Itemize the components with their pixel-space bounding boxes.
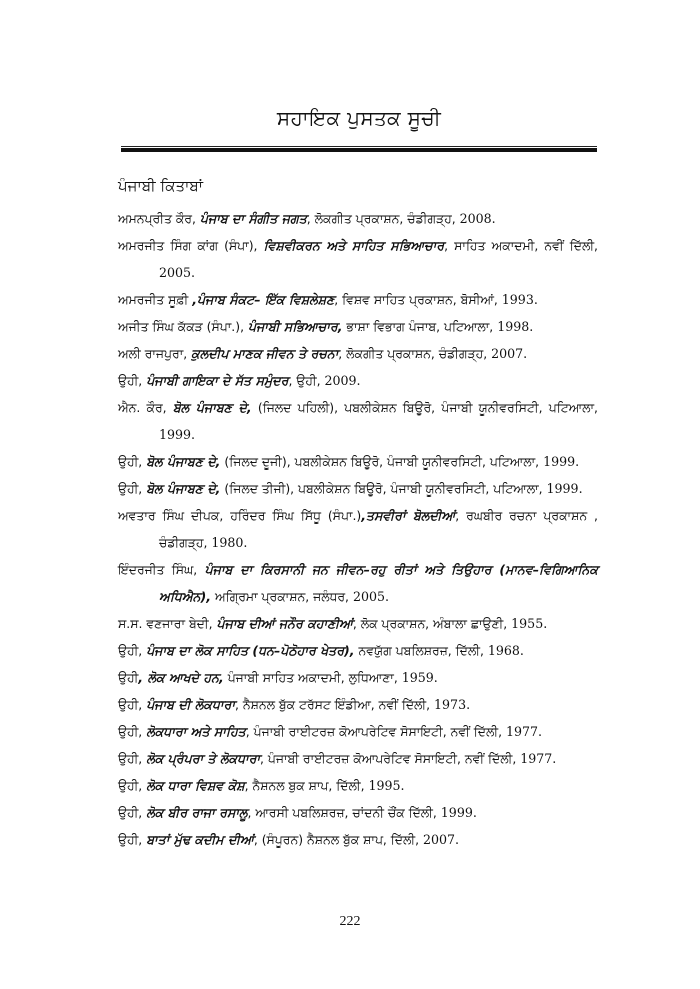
bibliography-entry [118, 772, 598, 799]
entry-year: 1995. [368, 778, 405, 793]
entry-title: ਪੰਜਾਬ ਦਾ ਕਿਰਸਾਨੀ ਜਨ ਜੀਵਨ–ਰਹੁ ਰੀਤਾਂ ਅਤੇ ਤਿਉਹਾਰ (ਮਾਨਵ–ਵਿਗਿਆਨਿਕ ਅਧਿਐਨ), [159, 562, 598, 604]
entry-year: 1993. [501, 292, 538, 307]
entry-year: 2007. [422, 832, 460, 847]
section-heading: ਪੰਜਾਬੀ ਕਿਤਾਬਾਂ [118, 177, 203, 195]
entry-author: ਉਹੀ, [118, 832, 147, 847]
bibliography-entry [118, 340, 598, 367]
entry-title: ਬੋਲ ਪੰਜਾਬਣ ਦੇ, [146, 454, 221, 469]
entry-title: ਲੋਕਧਾਰਾ ਅਤੇ ਸਾਹਿਤ [146, 724, 246, 739]
bibliography-entry [118, 205, 598, 232]
bibliography-entry [118, 313, 598, 340]
entry-title: ਬਾਤਾਂ ਮੁੱਢ ਕਦੀਮ ਦੀਆਂ [146, 832, 254, 847]
bibliography-entry [118, 394, 598, 448]
entry-author: ਅਮਨਪ੍ਰੀਤ ਕੌਰ, [118, 211, 200, 226]
entry-year: 1973. [434, 697, 471, 712]
entry-year: 2009. [324, 373, 361, 388]
entry-author: ਉਹੀ, [118, 805, 147, 820]
entry-publisher: , ਸਾਹਿਤ ਅਕਾਦਮੀ, ਨਵੀਂ ਦਿੱਲੀ, [444, 238, 598, 253]
entry-title: ਲੋਕ ਬੀਰ ਰਾਜਾ ਰਸਾਲੂ [146, 805, 248, 820]
entry-title: ,ਤਸਵੀਰਾਂ ਬੋਲਦੀਆਂ [361, 508, 456, 523]
entry-title: ਬੋਲ ਪੰਜਾਬਣ ਦੇ, [146, 481, 221, 496]
entry-author: ਉਹੀ, [118, 697, 147, 712]
entry-title: ,ਪੰਜਾਬ ਸੰਕਟ– ਇੱਕ ਵਿਸ਼ਲੇਸ਼ਣ [192, 292, 335, 307]
entry-year: 1999. [159, 427, 196, 442]
bibliography-entry [118, 610, 598, 637]
entry-year: 1999. [543, 454, 580, 469]
bibliography-entry [118, 745, 598, 772]
double-rule-divider [121, 145, 597, 153]
entry-publisher: , (ਸੰਪੂਰਨ) ਨੈਸ਼ਨਲ ਬੁੱਕ ਸ਼ਾਪ, ਦਿੱਲੀ, [253, 832, 423, 847]
entry-author: ਅਵਤਾਰ ਸਿੰਘ ਦੀਪਕ, ਹਰਿੰਦਰ ਸਿੰਘ ਸਿੱਧੂ (ਸੰਪਾ.) [118, 508, 362, 523]
entry-author: ਐਨ. ਕੌਰ, [118, 400, 173, 415]
entry-title: ਲੋਕ ਪ੍ਰੰਪਰਾ ਤੇ ਲੋਕਧਾਰਾ [146, 751, 261, 766]
entry-year: 2005. [352, 589, 389, 604]
entry-publisher: , ਆਰਸੀ ਪਬਲਿਸ਼ਰਜ਼, ਚਾਂਦਨੀ ਚੌਂਕ ਦਿੱਲੀ, [247, 805, 441, 820]
bibliography-list [118, 205, 598, 853]
entry-author: ਅਮਰਜੀਤ ਸੂਫ਼ੀ [118, 292, 193, 307]
bibliography-entry [118, 475, 598, 502]
bibliography-entry [118, 286, 598, 313]
entry-title: ਪੰਜਾਬੀ ਸਭਿਆਚਾਰ, [247, 319, 343, 334]
entry-publisher: (ਜਿਲਦ ਪਹਿਲੀ), ਪਬਲੀਕੇਸ਼ਨ ਬਿਊਰੋ, ਪੰਜਾਬੀ ਯੂਨੀਵਰਸਿਟੀ, ਪਟਿਆਲਾ, [251, 400, 598, 415]
entry-title: ਬੋਲ ਪੰਜਾਬਣ ਦੇ, [172, 400, 252, 415]
entry-author: ਉਹੀ, [118, 778, 147, 793]
entry-author: ਉਹੀ, [118, 454, 147, 469]
entry-title: ਪੰਜਾਬ ਦੀਆਂ ਜਨੌਰ ਕਹਾਣੀਆਂ [216, 616, 353, 631]
entry-title: ਲੋਕ ਧਾਰਾ ਵਿਸ਼ਵ ਕੋਸ਼ [146, 778, 245, 793]
bibliography-entry [118, 556, 598, 610]
bibliography-entry [118, 637, 598, 664]
entry-year: 1977. [520, 751, 557, 766]
entry-year: 1998. [497, 319, 534, 334]
bibliography-entry [118, 691, 598, 718]
entry-author: ਉਹੀ, [118, 724, 147, 739]
entry-title: ਪੰਜਾਬ ਦਾ ਲੋਕ ਸਾਹਿਤ (ਧਨ–ਪੋਠੋਹਾਰ ਖੇਤਰ), [146, 643, 355, 658]
bibliography-entry [118, 826, 598, 853]
entry-publisher: ਭਾਸ਼ਾ ਵਿਭਾਗ ਪੰਜਾਬ, ਪਟਿਆਲਾ, [342, 319, 498, 334]
entry-title: ਪੰਜਾਬ ਦੀ ਲੋਕਧਾਰਾ [146, 697, 235, 712]
bibliography-entry [118, 664, 598, 691]
entry-year: 1955. [511, 616, 548, 631]
entry-year: 1999. [440, 805, 477, 820]
entry-publisher: , ਨੈਸ਼ਨਲ ਬੁੱਕ ਟਰੱਸਟ ਇੰਡੀਆ, ਨਵੀਂ ਦਿੱਲੀ, [234, 697, 435, 712]
entry-author: ਉਹੀ, [118, 373, 147, 388]
page-number: 222 [339, 914, 361, 929]
bibliography-entry [118, 232, 598, 286]
entry-author: ਉਹੀ, [118, 481, 147, 496]
entry-publisher: (ਜਿਲਦ ਤੀਜੀ), ਪਬਲੀਕੇਸ਼ਨ ਬਿਊਰੋ, ਪੰਜਾਬੀ ਯੂਨੀਵਰਸਿਟੀ, ਪਟਿਆਲਾ, [220, 481, 547, 496]
entry-year: 1980. [211, 535, 248, 550]
bibliography-entry [118, 367, 598, 394]
entry-year: 2005. [159, 265, 196, 280]
entry-title: ਵਿਸ਼ਵੀਕਰਨ ਅਤੇ ਸਾਹਿਤ ਸਭਿਆਚਾਰ [263, 238, 445, 253]
entry-publisher: , ਵਿਸ਼ਵ ਸਾਹਿਤ ਪ੍ਰਕਾਸ਼ਨ, ਬੋਸੀਆਂ, [334, 292, 502, 307]
entry-publisher: , ਪੰਜਾਬੀ ਰਾਈਟਰਜ਼ ਕੋਆਪਰੇਟਿਵ ਸੋਸਾਇਟੀ, ਨਵੀਂ ਦਿੱਲੀ, [260, 751, 521, 766]
entry-author: ਸ.ਸ. ਵਣਜਾਰਾ ਬੇਦੀ, [118, 616, 217, 631]
entry-year: 2007. [491, 346, 528, 361]
bibliography-entry [118, 502, 598, 556]
entry-author: ਇੰਦਰਜੀਤ ਸਿੰਘ, [118, 562, 205, 577]
entry-title: ਪੰਜਾਬ ਦਾ ਸੰਗੀਤ ਜਗਤ [199, 211, 307, 226]
entry-author: ਉਹੀ, [118, 643, 147, 658]
entry-publisher: , ਲੋਕ ਪ੍ਰਕਾਸ਼ਨ, ਅੰਬਾਲਾ ਛਾਉਣੀ, [352, 616, 512, 631]
entry-publisher: ਪੰਜਾਬੀ ਸਾਹਿਤ ਅਕਾਦਮੀ, ਲੁਧਿਆਣਾ, [223, 670, 402, 685]
entry-publisher: , ਉਹੀ, [288, 373, 325, 388]
entry-author: ਉਹੀ, [118, 751, 147, 766]
entry-author: ਅਜੀਤ ਸਿੰਘ ਕੱਕੜ (ਸੰਪਾ.), [118, 319, 248, 334]
entry-publisher: , ਪੰਜਾਬੀ ਰਾਈਟਰਜ਼ ਕੋਆਪਰੇਟਿਵ ਸੋਸਾਇਟੀ, ਨਵੀਂ ਦਿੱਲੀ, [245, 724, 506, 739]
entry-author: ਅਲੀ ਰਾਜਪੁਰਾ, [118, 346, 192, 361]
entry-publisher: , ਲੋਕਗੀਤ ਪ੍ਰਕਾਸ਼ਨ, ਚੰਡੀਗੜ੍ਹ, [338, 346, 492, 361]
entry-year: 1959. [401, 670, 438, 685]
entry-publisher: ਅਗ੍ਰਿਮਾ ਪ੍ਰਕਾਸ਼ਨ, ਜਲੰਧਰ, [211, 589, 353, 604]
bibliography-entry [118, 448, 598, 475]
entry-author: ਉਹੀ [118, 670, 139, 685]
entry-publisher: (ਜਿਲਦ ਦੂਜੀ), ਪਬਲੀਕੇਸ਼ਨ ਬਿਊਰੋ, ਪੰਜਾਬੀ ਯੂਨੀਵਰਸਿਟੀ, ਪਟਿਆਲਾ, [220, 454, 544, 469]
entry-publisher: , ਲੋਕਗੀਤ ਪ੍ਰਕਾਸ਼ਨ, ਚੰਡੀਗੜ੍ਹ, [306, 211, 460, 226]
bibliography-entry [118, 799, 598, 826]
entry-publisher: , ਰਘਬੀਰ ਰਚਨਾ ਪ੍ਰਕਾਸ਼ਨ , ਚੰਡੀਗੜ੍ਹ, [159, 508, 598, 550]
entry-year: 1968. [487, 643, 524, 658]
entry-title: ਕੁਲਦੀਪ ਮਾਣਕ ਜੀਵਨ ਤੇ ਰਚਨਾ [191, 346, 339, 361]
entry-publisher: ਨਵਯੁੱਗ ਪਬਲਿਸ਼ਰਜ਼, ਦਿੱਲੀ, [354, 643, 488, 658]
entry-title: , ਲੋਕ ਆਖਦੇ ਹਨ, [138, 670, 224, 685]
entry-publisher: , ਨੈਸ਼ਨਲ ਬੁਕ ਸ਼ਾਪ, ਦਿੱਲੀ, [244, 778, 369, 793]
bibliography-entry [118, 718, 598, 745]
entry-author: ਅਮਰਜੀਤ ਸਿੰਗ ਕਾਂਗ (ਸੰਪਾ), [118, 238, 264, 253]
entry-year: 2008. [459, 211, 496, 226]
entry-year: 1977. [505, 724, 543, 739]
rule-thin-line [121, 146, 597, 147]
rule-thick-line [121, 148, 597, 152]
entry-title: ਪੰਜਾਬੀ ਗਾਇਕਾ ਦੇ ਸੱਤ ਸਮੁੰਦਰ [146, 373, 289, 388]
page-title: ਸਹਾਇਕ ਪੁਸਤਕ ਸੂਚੀ [276, 106, 442, 130]
entry-year: 1999. [546, 481, 583, 496]
